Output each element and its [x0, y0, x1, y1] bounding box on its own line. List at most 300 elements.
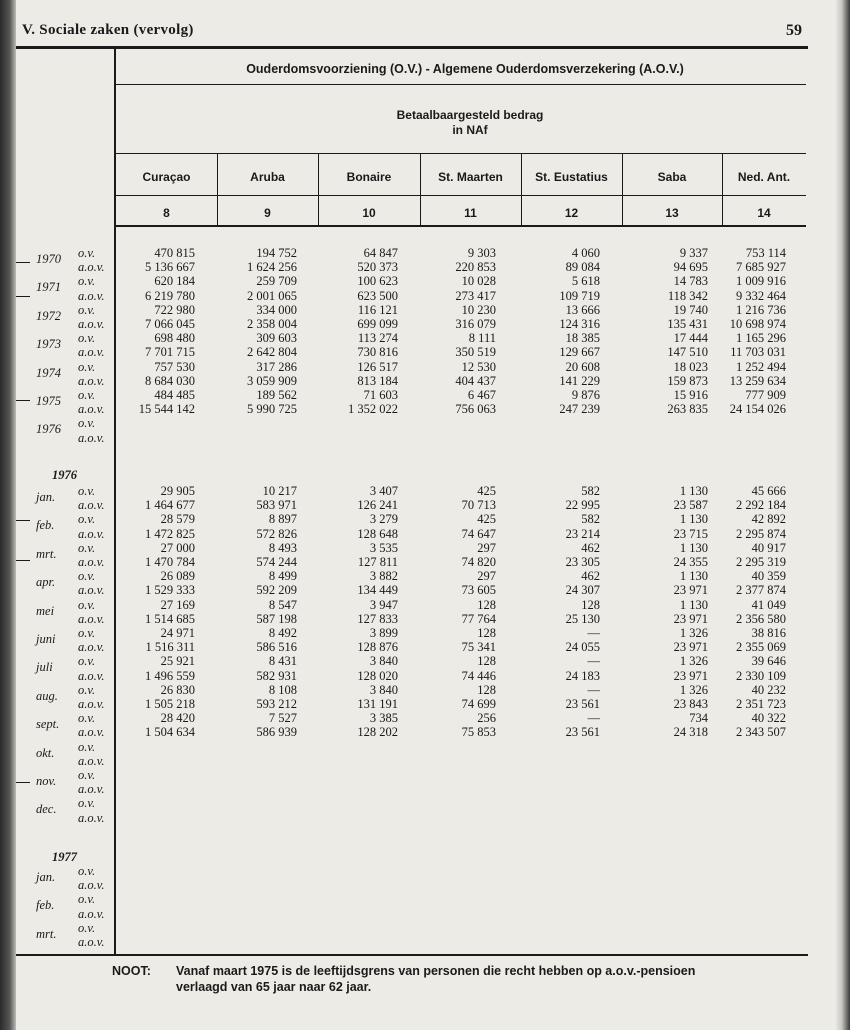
- table-cell: 753 114: [745, 246, 786, 260]
- table-cell: 27 169: [160, 597, 195, 612]
- table-cell: 1 504 634: [145, 725, 195, 740]
- year-label: 1976: [36, 422, 61, 437]
- table-cell: 1 496 559: [145, 668, 195, 683]
- row-type-label: o.v.: [78, 711, 96, 726]
- row-type-label: a.o.v.: [78, 782, 105, 797]
- table-cell: 9 876: [571, 388, 600, 402]
- table-cell: 128: [581, 597, 600, 612]
- column-number: 12: [564, 206, 579, 220]
- table-cell: 18 385: [565, 331, 600, 346]
- table-cell: 74 647: [461, 526, 496, 541]
- table-cell: 583 971: [256, 498, 297, 513]
- row-type-label: a.o.v.: [78, 288, 105, 303]
- month-label: aug.: [36, 688, 58, 703]
- table-cell: —: [587, 654, 600, 669]
- table-cell: 23 971: [673, 668, 708, 683]
- table-cell: 9 337: [679, 246, 708, 260]
- table-cell: 1 216 736: [736, 302, 786, 317]
- table-cell: 127 833: [357, 611, 398, 626]
- month-label: jan.: [36, 490, 56, 504]
- table-cell: 20 608: [565, 359, 600, 374]
- table-cell: 8 547: [268, 597, 297, 612]
- table-cell: 699 099: [357, 317, 398, 331]
- table-cell: 10 217: [262, 484, 297, 498]
- month-label: sept.: [36, 717, 60, 732]
- table-cell: 10 028: [461, 274, 496, 289]
- table-cell: 128: [477, 626, 496, 640]
- table-cell: 127 811: [357, 555, 398, 569]
- margin-tick: [16, 296, 30, 297]
- row-type-label: o.v.: [78, 569, 96, 584]
- row-type-label: a.o.v.: [78, 555, 105, 569]
- table-cell: 2 343 507: [736, 725, 786, 740]
- table-cell: 1 470 784: [145, 555, 195, 569]
- table-cell: 189 562: [256, 388, 297, 402]
- footnote: [112, 963, 736, 995]
- table-cell: 42 892: [751, 512, 786, 527]
- table-cell: 23 843: [673, 697, 708, 711]
- table-cell: 118 342: [667, 288, 708, 303]
- table-cell: 74 699: [461, 697, 496, 711]
- table-super-header: Ouderdomsvoorziening (O.V.) - Algemene Ouderdomsverzekering (A.O.V.): [246, 62, 684, 76]
- sub-header-line2: in NAf: [452, 123, 488, 137]
- row-type-label: o.v.: [78, 512, 96, 527]
- table-cell: 23 971: [673, 640, 708, 655]
- column-header: St. Maarten: [438, 170, 503, 184]
- table-cell: 45 666: [751, 484, 786, 498]
- table-cell: 159 873: [667, 373, 708, 388]
- table-cell: 1 009 916: [736, 274, 786, 289]
- table-cell: 462: [581, 569, 600, 584]
- table-cell: 2 295 319: [736, 555, 786, 569]
- table-cell: 128: [477, 682, 496, 697]
- year-heading-1976: 1976: [52, 468, 77, 482]
- row-type-label: a.o.v.: [78, 526, 105, 541]
- table-cell: 3 882: [369, 569, 398, 584]
- table-cell: 71 603: [363, 388, 398, 402]
- table-cell: 582 931: [256, 668, 297, 683]
- row-type-label: o.v.: [78, 864, 96, 878]
- table-cell: 5 990 725: [247, 402, 297, 417]
- table-cell: 8 492: [268, 626, 297, 640]
- table-cell: 2 351 723: [736, 697, 786, 711]
- table-cell: 74 820: [461, 555, 496, 569]
- column-number: 8: [163, 206, 170, 220]
- year-heading-1977: 1977: [52, 850, 77, 864]
- table-cell: 2 355 069: [736, 640, 786, 655]
- table-cell: 128 648: [357, 526, 398, 541]
- table-cell: 147 510: [667, 345, 708, 360]
- table-cell: 3 840: [369, 654, 398, 669]
- row-type-label: o.v.: [78, 274, 96, 289]
- header-rule: [16, 46, 808, 49]
- table-cell: 520 373: [357, 260, 398, 275]
- table-cell: 23 561: [565, 725, 600, 740]
- row-type-label: o.v.: [78, 892, 96, 907]
- month-label: apr.: [36, 575, 56, 590]
- footnote-text: Vanaf maart 1975 is de leeftijdsgrens van personen die recht hebben op a.o.v.-pensioen verlaagd van 65 jaar naar 62 jaar.: [176, 964, 696, 994]
- year-label: 1970: [36, 252, 61, 266]
- column-header: Bonaire: [346, 170, 392, 184]
- table-cell: 124 316: [559, 317, 600, 331]
- table-cell: 141 229: [559, 373, 600, 388]
- table-cell: 813 184: [357, 373, 398, 388]
- table-cell: 1 130: [679, 569, 708, 584]
- table-cell: 23 561: [565, 697, 600, 711]
- month-label: mei: [36, 603, 55, 618]
- month-label: mrt.: [36, 926, 57, 941]
- row-type-label: a.o.v.: [78, 697, 105, 711]
- table-cell: 38 816: [751, 626, 786, 640]
- table-cell: 586 939: [256, 725, 297, 740]
- table-cell: 126 241: [357, 498, 398, 513]
- rule-under-numbers: [116, 225, 806, 227]
- row-type-label: o.v.: [78, 682, 96, 697]
- table-cell: 1 514 685: [145, 611, 195, 626]
- row-type-label: a.o.v.: [78, 260, 105, 275]
- table-cell: 1 352 022: [348, 402, 398, 417]
- table-cell: 1 252 494: [736, 359, 786, 374]
- table-cell: 22 995: [565, 498, 600, 513]
- row-type-label: o.v.: [78, 796, 96, 811]
- row-type-label: a.o.v.: [78, 583, 105, 598]
- table-cell: 220 853: [455, 260, 496, 275]
- column-header: Saba: [657, 170, 687, 184]
- section-title: V. Sociale zaken (vervolg): [22, 22, 194, 38]
- row-type-label: a.o.v.: [78, 878, 105, 893]
- table-cell: 404 437: [455, 373, 496, 388]
- table-cell: 24 971: [160, 626, 195, 640]
- row-type-label: a.o.v.: [78, 345, 105, 360]
- table-cell: 2 377 874: [736, 583, 786, 598]
- table-cell: 572 826: [256, 526, 297, 541]
- table-cell: 23 305: [565, 555, 600, 569]
- table-cell: 4 060: [571, 246, 600, 260]
- table-cell: 425: [477, 512, 496, 527]
- table-cell: 7 701 715: [145, 345, 195, 360]
- table-cell: 620 184: [154, 274, 195, 289]
- table-cell: 722 980: [154, 302, 195, 317]
- table-cell: 5 618: [571, 274, 600, 289]
- table-cell: 23 971: [673, 611, 708, 626]
- table-cell: 12 530: [461, 359, 496, 374]
- table-cell: 75 853: [461, 725, 496, 740]
- table-cell: 28 579: [160, 512, 195, 527]
- table-cell: 757 530: [154, 359, 195, 374]
- row-type-label: a.o.v.: [78, 611, 105, 626]
- month-label: mrt.: [36, 546, 57, 561]
- table-cell: 1 326: [679, 682, 708, 697]
- table-cell: 109 719: [559, 288, 600, 303]
- row-type-label: a.o.v.: [78, 373, 105, 388]
- footnote-label: NOOT:: [112, 964, 151, 978]
- table-cell: 128 020: [357, 668, 398, 683]
- year-label: 1974: [36, 365, 61, 380]
- year-label: 1972: [36, 308, 61, 323]
- table-cell: 113 274: [357, 331, 398, 346]
- table-cell: 23 971: [673, 583, 708, 598]
- table-cell: 7 685 927: [736, 260, 786, 275]
- table-cell: 23 214: [565, 526, 600, 541]
- row-type-label: o.v.: [78, 739, 96, 754]
- table-cell: 9 332 464: [736, 288, 786, 303]
- table-cell: 13 259 634: [729, 373, 786, 388]
- column-number: 10: [362, 206, 376, 220]
- table-cell: 128 202: [357, 725, 398, 740]
- table-cell: 10 230: [461, 302, 496, 317]
- rule-under-names: [116, 195, 806, 196]
- table-cell: 1 130: [679, 484, 708, 498]
- table-cell: 18 023: [673, 359, 708, 374]
- row-type-label: a.o.v.: [78, 402, 105, 417]
- table-cell: 425: [477, 484, 496, 498]
- table-cell: 592 209: [256, 583, 297, 598]
- table-cell: 6 467: [467, 388, 496, 402]
- table-sub-header: [330, 108, 610, 138]
- table-cell: 297: [477, 569, 496, 584]
- table-cell: 23 587: [673, 498, 708, 513]
- margin-tick: [16, 560, 30, 561]
- table-cell: 8 684 030: [145, 373, 195, 388]
- table-cell: 256: [477, 711, 496, 726]
- table-cell: 26 830: [160, 682, 195, 697]
- table-cell: 3 385: [369, 711, 398, 726]
- row-type-label: a.o.v.: [78, 668, 105, 683]
- table-cell: 100 623: [357, 274, 398, 289]
- table-cell: 309 603: [256, 331, 297, 346]
- table-cell: 1 326: [679, 626, 708, 640]
- table-cell: 1 529 333: [145, 583, 195, 598]
- month-label: okt.: [36, 745, 55, 760]
- table-cell: 8 108: [268, 682, 297, 697]
- rule-under-super: [116, 84, 806, 85]
- table-cell: 247 239: [559, 402, 600, 417]
- row-type-label: o.v.: [78, 359, 96, 374]
- table-cell: 131 191: [357, 697, 398, 711]
- table-cell: 27 000: [160, 540, 195, 555]
- row-type-label: a.o.v.: [78, 906, 105, 921]
- column-number: 13: [665, 206, 679, 220]
- margin-tick: [16, 520, 30, 521]
- margin-tick: [16, 782, 30, 783]
- binding-edge: [0, 0, 16, 1030]
- table-cell: 94 695: [673, 260, 708, 275]
- table-cell: 574 244: [256, 555, 297, 569]
- column-number: 9: [264, 206, 271, 220]
- month-label: juni: [36, 632, 56, 646]
- month-label: nov.: [36, 774, 57, 788]
- table-cell: 8 499: [268, 569, 297, 584]
- table-cell: 75 341: [461, 640, 496, 655]
- year-label: 1975: [36, 394, 61, 408]
- table-cell: 8 111: [468, 331, 496, 346]
- table-cell: 6 219 780: [145, 288, 195, 303]
- table-cell: 1 472 825: [145, 526, 195, 541]
- table-cell: 1 130: [679, 597, 708, 612]
- table-cell: 13 666: [565, 302, 600, 317]
- month-label: feb.: [36, 518, 55, 533]
- table-cell: 2 330 109: [736, 668, 786, 683]
- table-cell: 24 183: [565, 668, 600, 683]
- table-cell: 2 356 580: [736, 611, 786, 626]
- row-type-label: a.o.v.: [78, 317, 105, 331]
- table-cell: 2 642 804: [247, 345, 297, 360]
- table-cell: 2 358 004: [247, 317, 297, 331]
- table-cell: 24 307: [565, 583, 600, 598]
- table-cell: 29 905: [160, 484, 195, 498]
- table-cell: 698 480: [154, 331, 195, 346]
- table-cell: 334 000: [256, 302, 297, 317]
- table-cell: 25 130: [565, 611, 600, 626]
- page-edge-right: [836, 0, 850, 1030]
- row-type-label: o.v.: [78, 302, 96, 317]
- row-type-label: o.v.: [78, 626, 96, 640]
- table-cell: 77 764: [461, 611, 496, 626]
- table-cell: 19 740: [673, 302, 708, 317]
- table-cell: 259 709: [256, 274, 297, 289]
- table-cell: 40 917: [751, 540, 786, 555]
- table-cell: 3 535: [369, 540, 398, 555]
- row-type-label: o.v.: [78, 597, 96, 612]
- table-cell: 1 464 677: [145, 498, 195, 513]
- row-type-label: o.v.: [78, 484, 96, 498]
- table-cell: 1 165 296: [736, 331, 786, 346]
- table-cell: 70 713: [461, 498, 496, 513]
- table-cell: 28 420: [160, 711, 195, 726]
- table-cell: 777 909: [745, 388, 786, 402]
- table-cell: 74 446: [461, 668, 496, 683]
- table-bottom-rule: [16, 954, 808, 956]
- table-cell: 24 154 026: [729, 402, 786, 417]
- table-cell: 126 517: [357, 359, 398, 374]
- table-cell: 128: [477, 597, 496, 612]
- table-cell: 1 130: [679, 512, 708, 527]
- table-cell: 317 286: [256, 359, 297, 374]
- table-cell: 263 835: [667, 402, 708, 417]
- table-cell: 273 417: [455, 288, 496, 303]
- row-type-label: a.o.v.: [78, 753, 105, 768]
- table-cell: 25 921: [160, 654, 195, 669]
- table-cell: 350 519: [455, 345, 496, 360]
- table-cell: 40 232: [751, 682, 786, 697]
- year-label: 1971: [36, 280, 61, 295]
- table-cell: 3 279: [369, 512, 398, 527]
- table-cell: 24 055: [565, 640, 600, 655]
- table-cell: 41 049: [751, 597, 786, 612]
- row-type-label: o.v.: [78, 654, 96, 669]
- column-header: St. Eustatius: [535, 170, 608, 184]
- table-cell: 134 449: [357, 583, 398, 598]
- table-cell: 194 752: [256, 246, 297, 260]
- table-cell: 2 001 065: [247, 288, 297, 303]
- table-cell: 1 326: [679, 654, 708, 669]
- table-cell: 484 485: [154, 388, 195, 402]
- row-type-label: o.v.: [78, 246, 96, 260]
- table-cell: 730 816: [357, 345, 398, 360]
- table-cell: 128 876: [357, 640, 398, 655]
- table-cell: 7 527: [268, 711, 297, 726]
- table-cell: 8 431: [268, 654, 297, 669]
- column-header: Curaçao: [142, 170, 191, 184]
- table-cell: 135 431: [667, 317, 708, 331]
- table-cell: 24 318: [673, 725, 708, 740]
- table-cell: 1 130: [679, 540, 708, 555]
- table-cell: 14 783: [673, 274, 708, 289]
- column-header: Ned. Ant.: [737, 170, 791, 184]
- table-cell: 15 916: [673, 388, 708, 402]
- table-cell: 40 322: [751, 711, 786, 726]
- table-cell: 3 840: [369, 682, 398, 697]
- table-cell: 1 516 311: [145, 640, 195, 655]
- table-cell: 17 444: [673, 331, 708, 346]
- month-label: dec.: [36, 802, 57, 817]
- table-cell: 756 063: [455, 402, 496, 417]
- table-cell: 3 059 909: [247, 373, 297, 388]
- table-cell: 582: [581, 484, 600, 498]
- column-number: 11: [464, 206, 477, 220]
- table-cell: 593 212: [256, 697, 297, 711]
- month-label: feb.: [36, 898, 55, 913]
- month-label: jan.: [36, 870, 56, 884]
- table-cell: 129 667: [559, 345, 600, 360]
- table-cell: 9 303: [467, 246, 496, 260]
- table-cell: 316 079: [455, 317, 496, 331]
- row-type-label: o.v.: [78, 540, 96, 555]
- table-cell: 623 500: [357, 288, 398, 303]
- table-cell: —: [587, 711, 600, 726]
- table-cell: 582: [581, 512, 600, 527]
- table-cell: 2 292 184: [736, 498, 786, 513]
- table-cell: 10 698 974: [729, 317, 786, 331]
- table-cell: —: [587, 626, 600, 640]
- table-cell: 26 089: [160, 569, 195, 584]
- row-type-label: o.v.: [78, 920, 96, 935]
- row-type-label: o.v.: [78, 331, 96, 346]
- table-cell: 734: [689, 711, 708, 726]
- table-cell: 8 897: [268, 512, 297, 527]
- table-cell: 7 066 045: [145, 317, 195, 331]
- table-cell: 3 899: [369, 626, 398, 640]
- table-cell: 586 516: [256, 640, 297, 655]
- table-cell: 39 646: [751, 654, 786, 669]
- table-cell: 73 605: [461, 583, 496, 598]
- row-type-label: a.o.v.: [78, 810, 105, 825]
- column-header: Aruba: [250, 170, 285, 184]
- table-cell: 11 703 031: [730, 345, 786, 360]
- margin-tick: [16, 262, 30, 263]
- table-cell: 1 624 256: [247, 260, 297, 275]
- table-cell: 128: [477, 654, 496, 669]
- rule-under-sub: [116, 153, 806, 154]
- table-cell: 462: [581, 540, 600, 555]
- row-type-label: a.o.v.: [78, 430, 105, 445]
- table-cell: 116 121: [357, 302, 398, 317]
- row-type-label: a.o.v.: [78, 935, 105, 949]
- table-cell: 2 295 874: [736, 526, 786, 541]
- table-cell: 3 947: [369, 597, 398, 612]
- table-cell: 5 136 667: [145, 260, 195, 275]
- row-type-label: o.v.: [78, 388, 96, 402]
- table-cell: 8 493: [268, 540, 297, 555]
- table-cell: 470 815: [154, 246, 195, 260]
- table-cell: 23 715: [673, 526, 708, 541]
- table-cell: 3 407: [369, 484, 398, 498]
- table-cell: 297: [477, 540, 496, 555]
- sub-header-line1: Betaalbaargesteld bedrag: [396, 108, 544, 122]
- table-cell: 587 198: [256, 611, 297, 626]
- row-type-label: a.o.v.: [78, 640, 105, 655]
- margin-tick: [16, 400, 30, 401]
